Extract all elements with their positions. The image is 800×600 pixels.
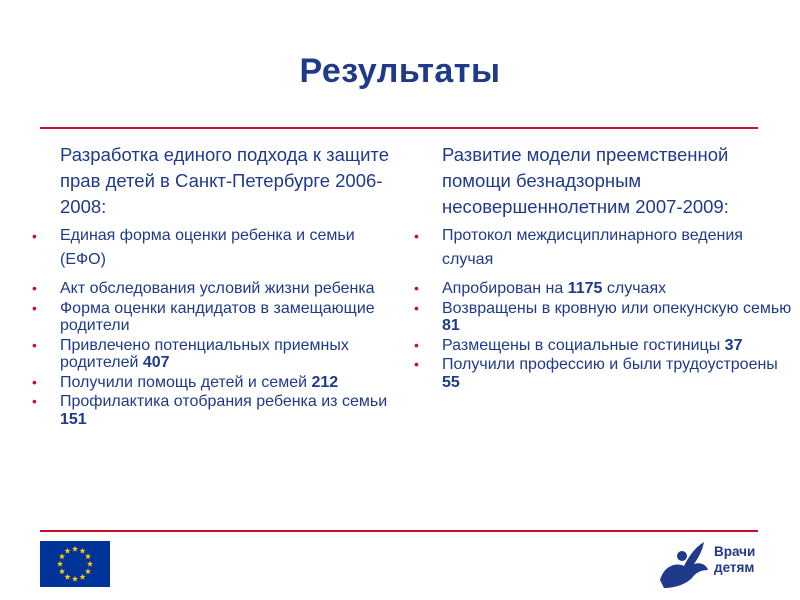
item-text: Размещены в социальные гостиницы [442, 336, 725, 354]
bullet-icon: • [32, 299, 37, 316]
item-number: 55 [442, 373, 460, 391]
right-list [412, 224, 792, 391]
item-suffix: случаях [602, 280, 667, 297]
item-number: 37 [724, 336, 743, 354]
list-item [412, 224, 792, 272]
bullet-icon: • [32, 228, 37, 244]
logo-line2: детям [714, 560, 755, 575]
list-item [412, 280, 792, 298]
logo-text [714, 544, 755, 576]
item-number: 1175 [567, 280, 603, 297]
item-text: Возвращены в кровную или опекунскую семью [442, 299, 792, 317]
list-item [30, 337, 392, 372]
bottom-divider [40, 530, 758, 532]
eu-star-icon [79, 574, 85, 580]
eu-star-icon [72, 576, 78, 582]
item-text: Форма оценки кандидатов в замещающие родители [60, 299, 375, 334]
slide-title: Результаты [299, 52, 501, 90]
eu-star-icon [79, 548, 85, 554]
item-text: Акт обследования условий жизни ребенка [60, 280, 375, 297]
eu-star-icon [57, 561, 63, 567]
item-text: Апробирован на [442, 280, 568, 297]
eu-flag-icon [40, 541, 110, 587]
eu-star-icon [72, 546, 78, 552]
list-item [30, 393, 392, 428]
item-text: Привлечено потенциальных приемных родителей [60, 336, 349, 371]
bullet-icon: • [414, 336, 419, 353]
bullet-icon: • [414, 228, 419, 244]
item-number: 212 [311, 373, 339, 391]
bullet-icon: • [32, 280, 37, 296]
eu-star-icon [64, 574, 70, 580]
list-item [30, 300, 392, 335]
list-item [30, 280, 392, 298]
left-list [30, 224, 392, 428]
eu-star-icon [85, 553, 91, 559]
item-number: 81 [442, 317, 460, 334]
list-item [412, 337, 792, 355]
bullet-icon: • [32, 336, 37, 353]
right-heading: Развитие модели преемственной помощи безнадзорным несовершеннолетним 2007-2009: [442, 144, 729, 217]
item-text: Протокол междисциплинарного ведения случая [442, 227, 743, 268]
list-item [412, 300, 792, 335]
list-item [30, 224, 392, 272]
bullet-icon: • [32, 373, 37, 390]
eu-star-icon [59, 553, 65, 559]
eu-star-icon [59, 568, 65, 574]
eu-star-icon [87, 561, 93, 567]
item-text: Единая форма оценки ребенка и семьи (ЕФО) [60, 227, 355, 268]
item-text: Профилактика отобрания ребенка из семьи [60, 393, 388, 410]
list-item [30, 374, 392, 392]
left-column [30, 142, 392, 430]
item-number: 407 [142, 354, 170, 371]
logo-line1: Врачи [714, 544, 756, 559]
bullet-icon: • [414, 299, 419, 316]
eu-star-icon [64, 548, 70, 554]
item-text: Получили профессию и были трудоустроены [442, 356, 778, 373]
bullet-icon: • [414, 356, 419, 372]
item-number: 151 [60, 410, 87, 428]
top-divider [40, 127, 758, 129]
bullet-icon: • [414, 280, 419, 296]
item-text: Получили помощь детей и семей [60, 373, 312, 391]
left-heading: Разработка единого подхода к защите прав детей в Санкт-Петербурге 2006-2008: [60, 144, 389, 217]
bullet-icon: • [32, 393, 37, 409]
right-column [412, 142, 792, 393]
list-item [412, 356, 792, 391]
eu-star-icon [85, 568, 91, 574]
